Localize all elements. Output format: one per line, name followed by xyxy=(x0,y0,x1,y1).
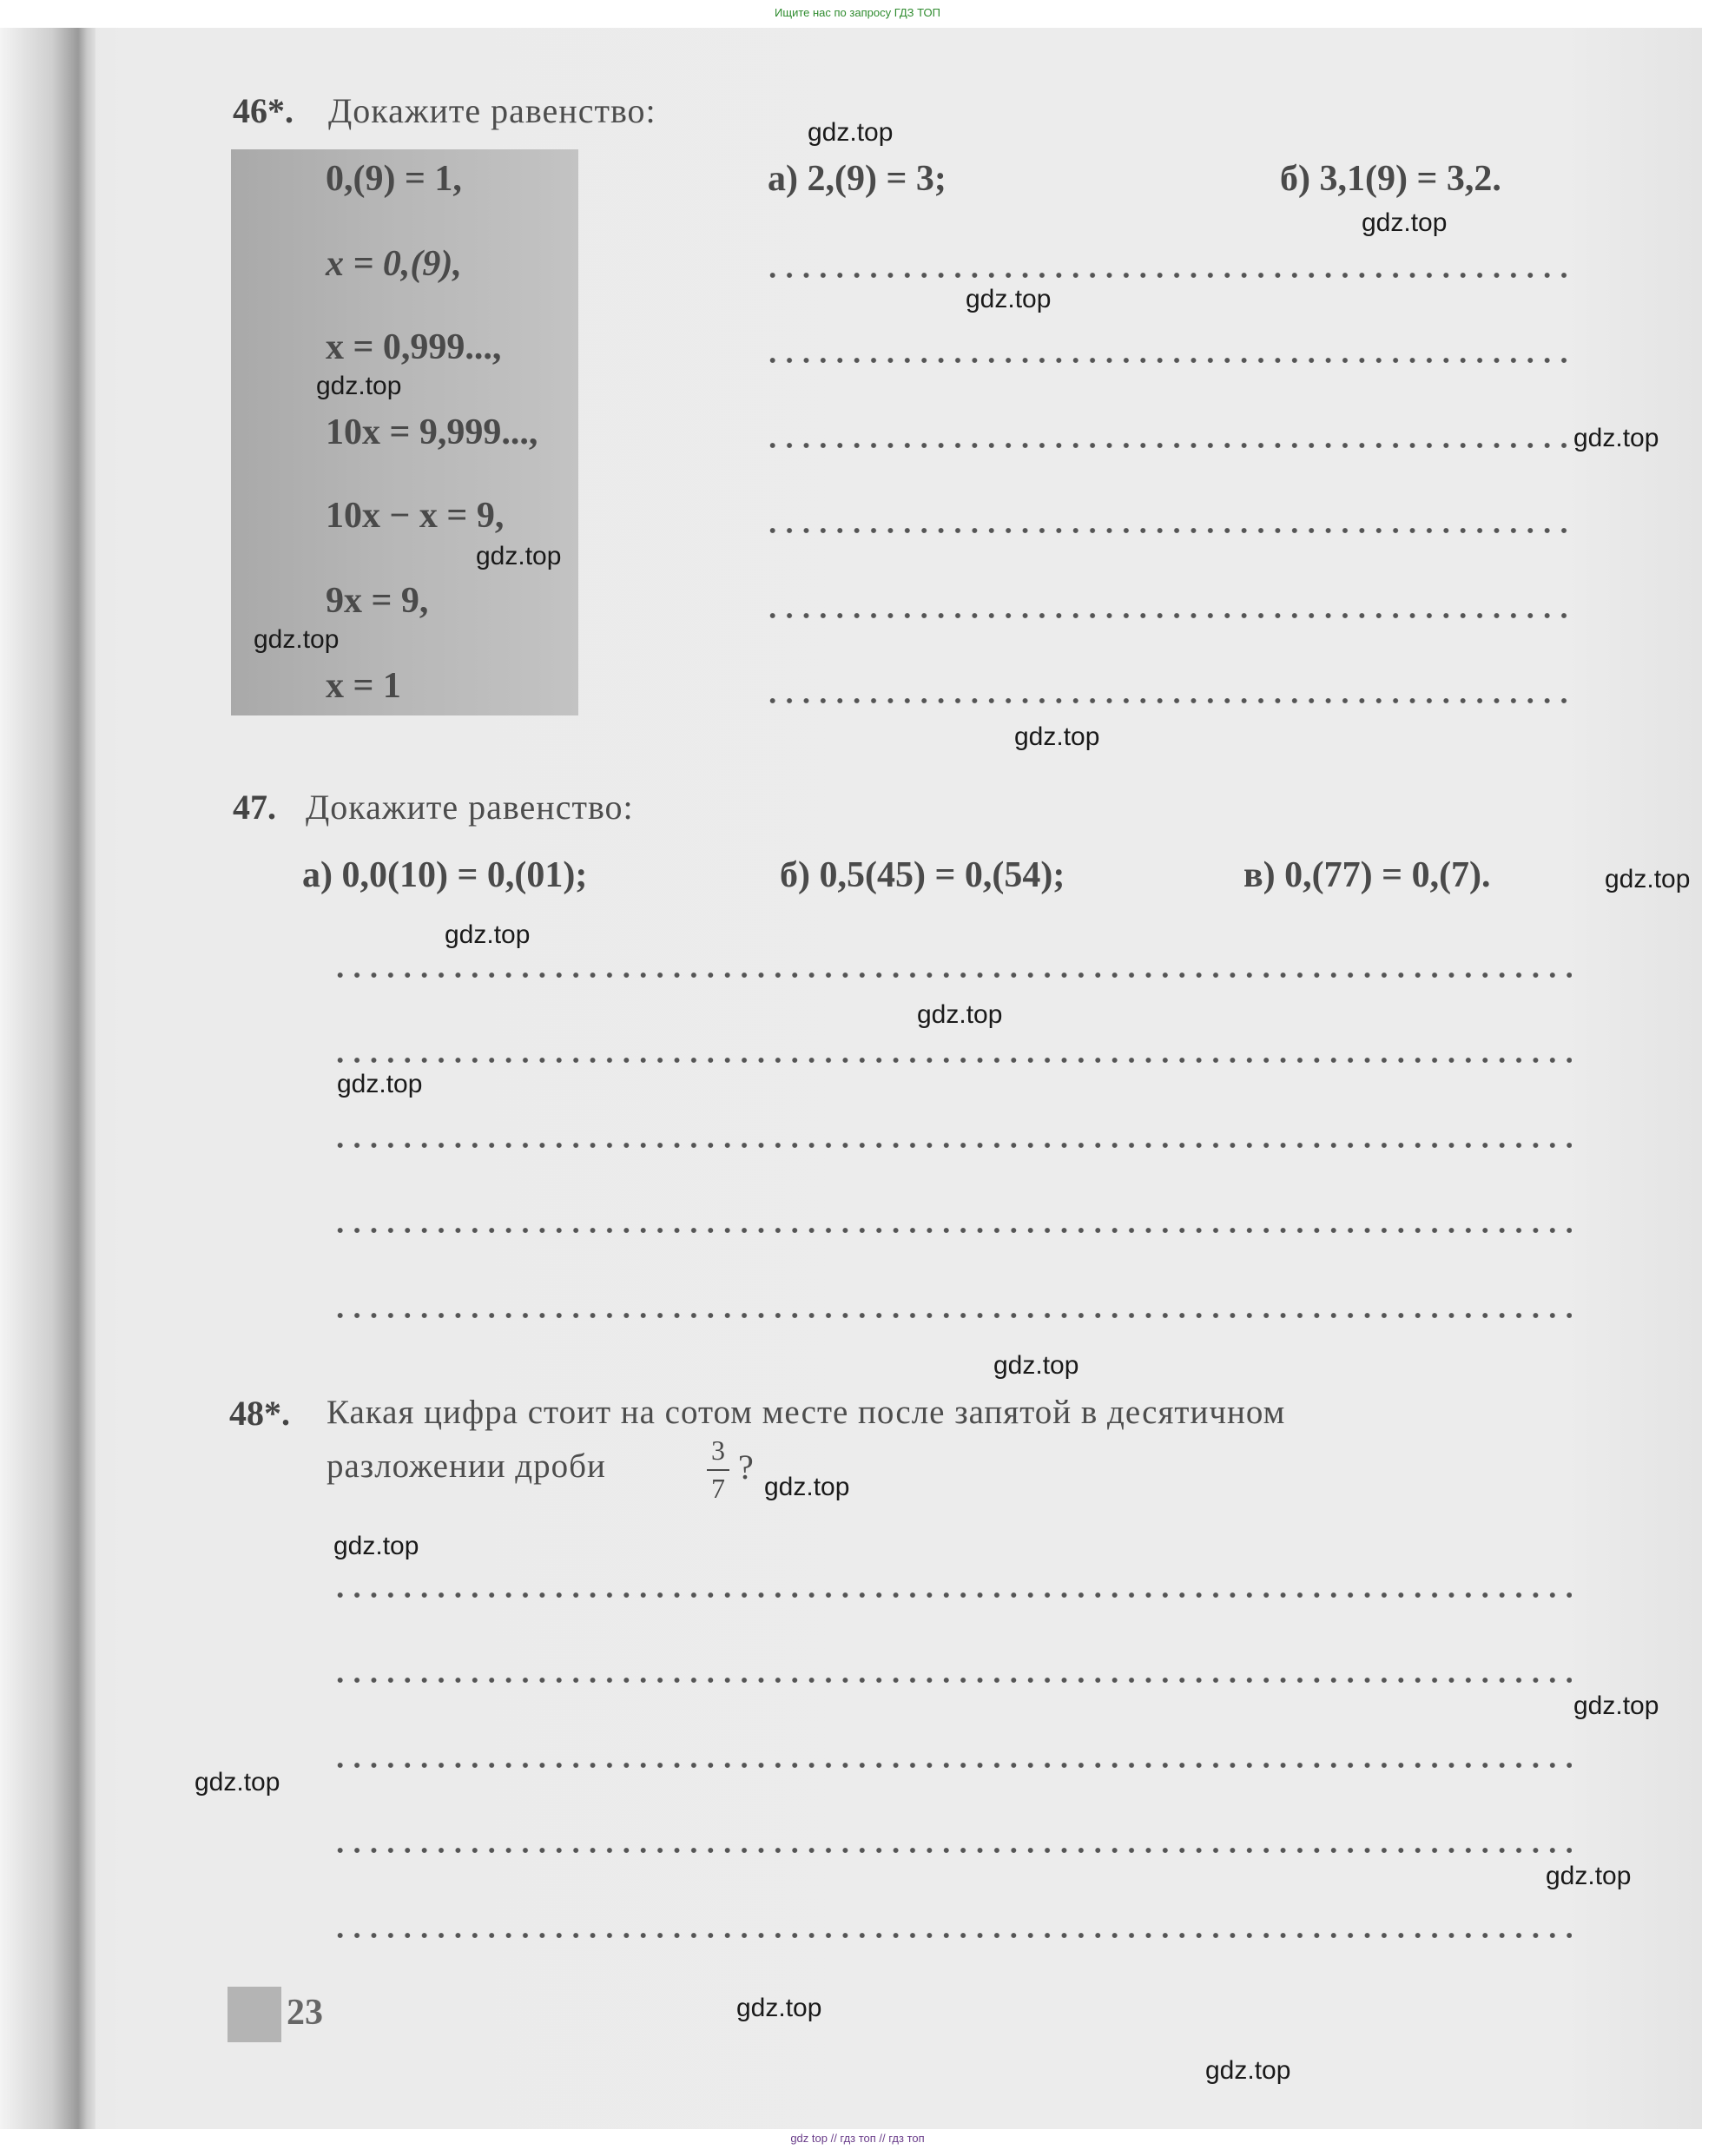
watermark: gdz.top xyxy=(195,1768,280,1797)
watermark: gdz.top xyxy=(337,1070,423,1098)
task47-part-c: в) 0,(77) = 0,(7). xyxy=(1243,855,1491,895)
watermark: gdz.top xyxy=(316,372,402,400)
answer-line-47-3[interactable] xyxy=(332,1141,1572,1150)
question-mark: ? xyxy=(738,1447,755,1487)
answer-line-46-4[interactable] xyxy=(764,526,1572,535)
task48-number: 48*. xyxy=(229,1394,290,1433)
task47-number: 47. xyxy=(233,788,276,827)
watermark: gdz.top xyxy=(1573,424,1659,452)
watermark: gdz.top xyxy=(1573,1691,1659,1720)
task47-part-a: а) 0,0(10) = 0,(01); xyxy=(302,855,588,895)
book-spine xyxy=(0,28,96,2129)
answer-line-48-3[interactable] xyxy=(332,1761,1572,1770)
top-banner: Ищите нас по запросу ГДЗ ТОП xyxy=(775,6,940,19)
example-line-6: 9x = 9, xyxy=(326,581,429,621)
answer-line-47-1[interactable] xyxy=(332,971,1572,979)
answer-line-46-6[interactable] xyxy=(764,696,1572,705)
example-line-7: x = 1 xyxy=(326,666,401,706)
answer-line-46-2[interactable] xyxy=(764,356,1572,365)
watermark: gdz.top xyxy=(1362,208,1448,237)
answer-line-46-3[interactable] xyxy=(764,441,1572,450)
answer-line-48-4[interactable] xyxy=(332,1846,1572,1855)
fraction-bar xyxy=(707,1469,729,1471)
page-number-box xyxy=(228,1987,281,2042)
task46-heading: Докажите равенство: xyxy=(328,91,656,130)
task46-part-b: б) 3,1(9) = 3,2. xyxy=(1280,159,1501,199)
example-line-3: x = 0,999..., xyxy=(326,327,502,367)
fraction-numerator: 3 xyxy=(711,1434,725,1466)
watermark: gdz.top xyxy=(476,542,562,570)
answer-line-48-5[interactable] xyxy=(332,1931,1572,1940)
answer-line-46-5[interactable] xyxy=(764,611,1572,620)
task48-line2: разложении дроби xyxy=(327,1447,606,1485)
answer-line-47-2[interactable] xyxy=(332,1056,1572,1065)
task48-line1: Какая цифра стоит на сотом месте после запятой в десятичном xyxy=(327,1394,1286,1431)
answer-line-47-5[interactable] xyxy=(332,1311,1572,1320)
watermark: gdz.top xyxy=(764,1473,850,1501)
watermark: gdz.top xyxy=(445,920,531,949)
task47-part-b: б) 0,5(45) = 0,(54); xyxy=(780,855,1065,895)
watermark: gdz.top xyxy=(736,1994,822,2022)
answer-line-48-2[interactable] xyxy=(332,1676,1572,1685)
task46-part-a: а) 2,(9) = 3; xyxy=(768,159,947,199)
watermark: gdz.top xyxy=(917,1000,1003,1029)
answer-line-46-1[interactable] xyxy=(764,271,1572,280)
example-line-2: x = 0,(9), xyxy=(326,244,462,284)
watermark: gdz.top xyxy=(1546,1862,1632,1890)
answer-line-48-1[interactable] xyxy=(332,1591,1572,1599)
task47-heading: Докажите равенство: xyxy=(306,788,634,827)
fraction-denominator: 7 xyxy=(711,1473,725,1504)
page-number: 23 xyxy=(287,1993,323,2033)
task46-number: 46*. xyxy=(233,91,294,130)
watermark: gdz.top xyxy=(1205,2056,1291,2085)
watermark: gdz.top xyxy=(993,1351,1079,1380)
example-line-1: 0,(9) = 1, xyxy=(326,159,462,199)
watermark: gdz.top xyxy=(808,118,894,147)
example-line-5: 10x − x = 9, xyxy=(326,496,505,536)
example-line-4: 10x = 9,999..., xyxy=(326,412,538,452)
bottom-banner: gdz top // гдз топ // гдз топ xyxy=(790,2132,925,2145)
watermark: gdz.top xyxy=(966,285,1052,313)
watermark: gdz.top xyxy=(333,1532,419,1560)
watermark: gdz.top xyxy=(254,625,340,654)
watermark: gdz.top xyxy=(1014,722,1100,751)
answer-line-47-4[interactable] xyxy=(332,1226,1572,1235)
watermark: gdz.top xyxy=(1605,865,1691,893)
